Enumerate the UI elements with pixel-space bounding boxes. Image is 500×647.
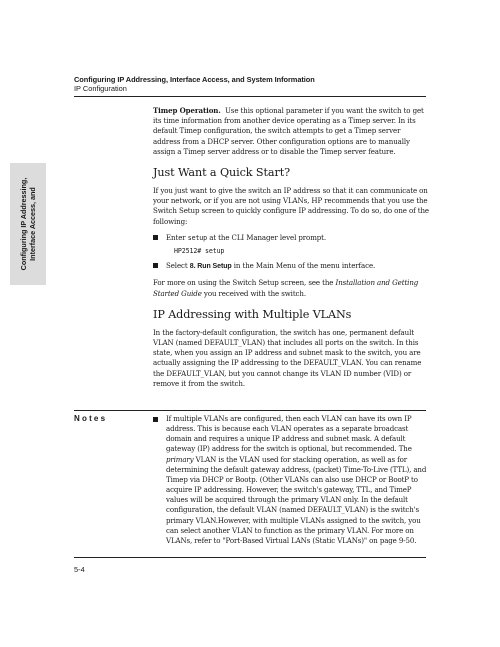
chapter-side-tab xyxy=(10,163,46,285)
timep-text: Use this optional parameter if you want the switch to get its time information from another device operating as a Timep server. In its default Timep configuration, the switch attempts to get a Timep server address from a DHCP server. Other configuration options are to manually assign a Timep server address or to disable the Timep server feature. xyxy=(153,106,424,156)
guide-reference: Installation and Getting Started Guide xyxy=(153,278,419,298)
cli-command: HP2512# setup xyxy=(174,247,225,256)
note-item: If multiple VLANs are configured, then each VLAN can have its own IP address. This is because each VLAN operates as a separate broadcast domain and requires a unique IP address and subnet mask. A default gateway (IP) address for the switch is optional, but recommended. The primary VLAN is the VLAN used for stacking operation, as well as for determining the default gateway address, (packet) Time-To-Live (TTL), and Timep via DHCP or Bootp. (Other VLANs can also use DHCP or BootP to acquire IP addressing. However, the switch's gateway, TTL, and TimeP values will be acquired through the primary VLAN only. In the default configuration, the default VLAN (named DEFAULT_VLAN) is the switch's primary VLAN.However, with multiple VLANs assigned to the switch, you can select another VLAN to function as the primary VLAN. For more on VLANs, refer to "Port-Based Virtual LANs (Static VLANs)" on page 9-50. xyxy=(153,414,429,546)
main-body xyxy=(153,106,429,395)
bullet-icon xyxy=(153,235,158,240)
quick-start-more: For more on using the Switch Setup screen, see the Installation and Getting Started Guide you received with the switch. xyxy=(153,278,419,298)
list-item: Enter setup at the CLI Manager level prompt. HP2512# setup xyxy=(153,233,429,256)
bullet-icon xyxy=(153,417,158,422)
notes-body xyxy=(153,414,429,546)
quick-start-intro: If you just want to give the switch an IP address so that it can communicate on your network, or if you are not using VLANs, HP recommends that you use the Switch Setup screen to quickly configure IP addressing. To do so, do one of the following: xyxy=(153,186,429,226)
page-number: 5-4 xyxy=(74,565,85,574)
side-tab-line-2: Interface Access, and xyxy=(28,187,37,261)
multi-vlan-paragraph: In the factory-default configuration, the switch has one, permanent default VLAN (named DEFAULT_VLAN) that includes all ports on the switch. In this state, when you assign an IP address and subnet mask to the switch, you are actually assigning the IP addressing to the DEFAULT_VLAN. You can rename the DEFAULT_VLAN, but you cannot change its VLAN ID number (VID) or remove it from the switch. xyxy=(153,327,422,388)
quick-start-list xyxy=(153,233,429,273)
timep-term: Timep Operation. xyxy=(153,106,221,115)
menu-option: 8. Run Setup xyxy=(189,263,232,271)
list-item: Select 8. Run Setup in the Main Menu of the menu interface. xyxy=(153,261,429,272)
bullet-icon xyxy=(153,263,158,268)
timep-paragraph xyxy=(153,106,429,157)
quick-start-heading: Just Want a Quick Start? xyxy=(153,166,290,180)
footer-rule xyxy=(74,557,426,558)
section-title: IP Configuration xyxy=(74,84,127,93)
side-tab-line-1: Configuring IP Addressing, xyxy=(19,177,28,271)
setup-command-inline: setup xyxy=(187,233,208,242)
running-header xyxy=(74,75,315,93)
side-tab-label xyxy=(19,178,37,271)
chapter-title: Configuring IP Addressing, Interface Access, and System Information xyxy=(74,75,315,84)
notes-label: Notes xyxy=(74,414,108,423)
notes-rule xyxy=(74,410,426,411)
primary-term: primary xyxy=(166,454,194,464)
header-rule xyxy=(74,96,426,97)
multi-vlan-heading: IP Addressing with Multiple VLANs xyxy=(153,307,352,321)
